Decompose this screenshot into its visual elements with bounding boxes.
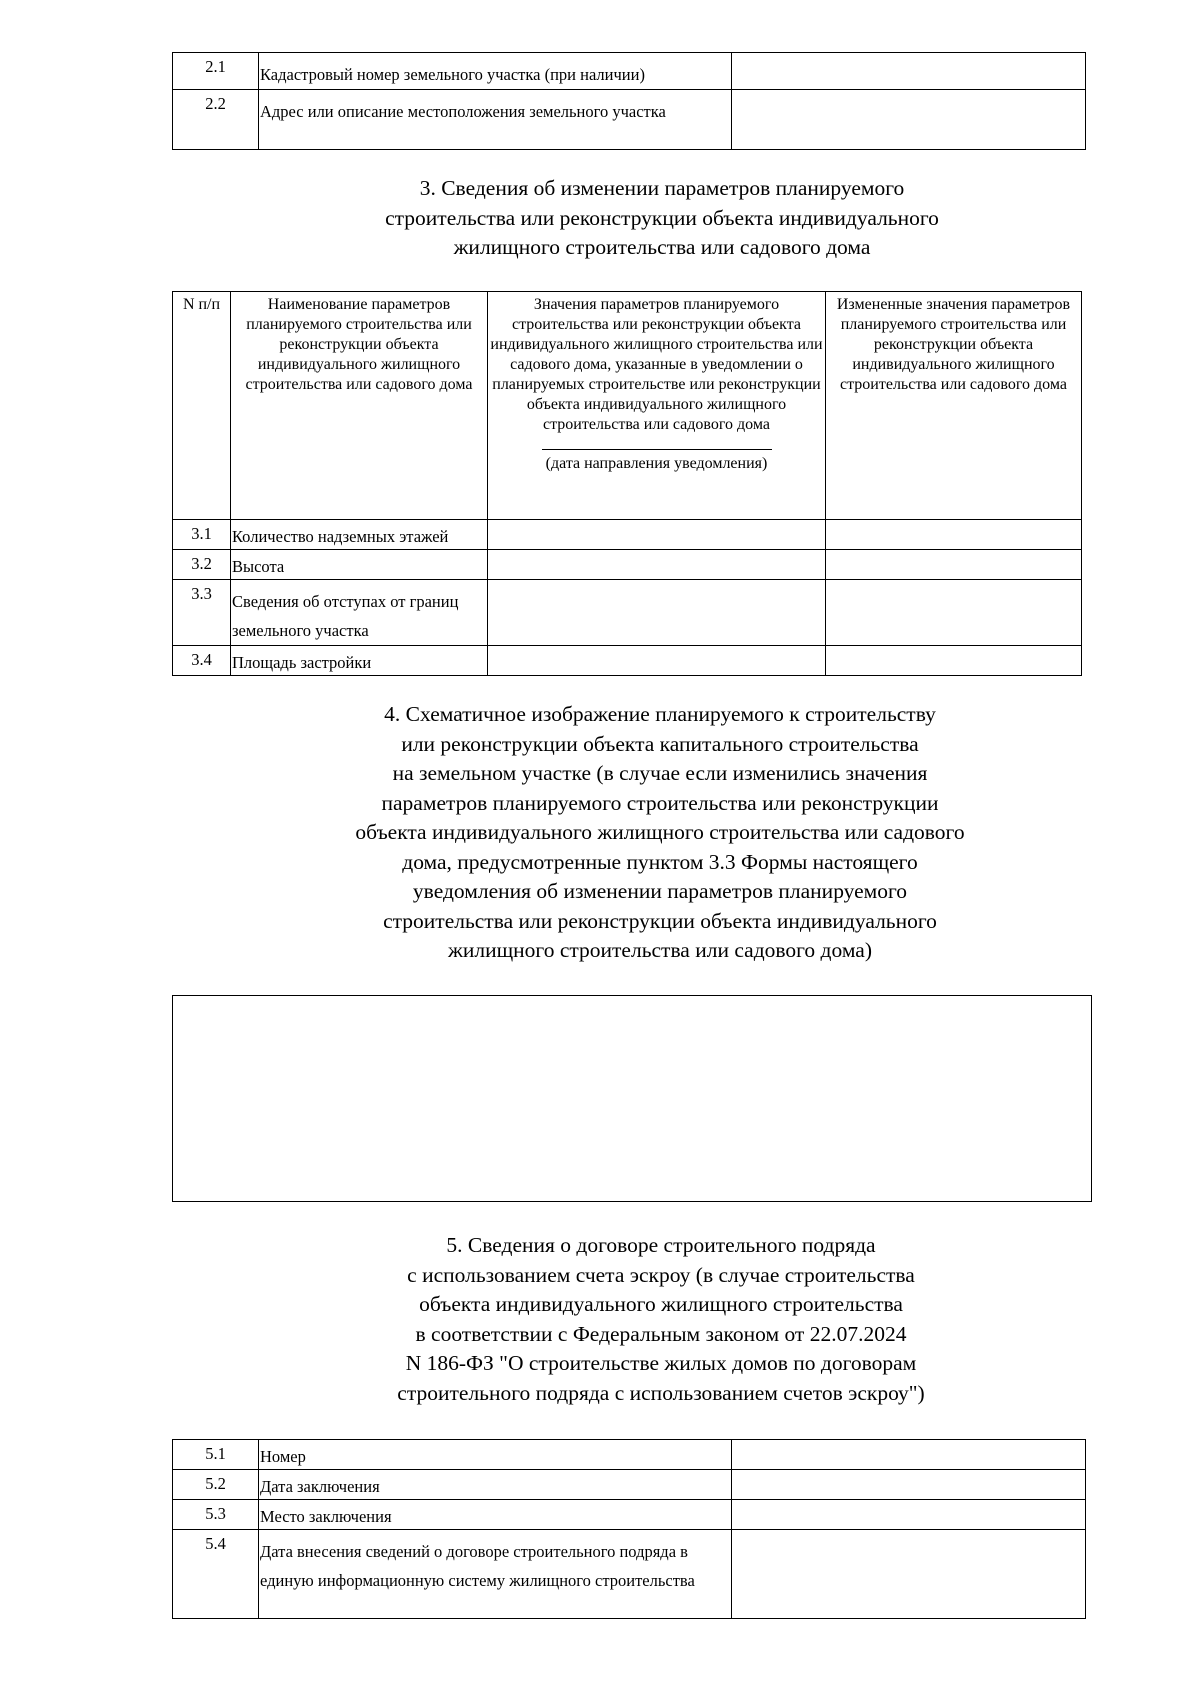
row-value[interactable]	[732, 53, 1086, 90]
row-number: 3.2	[173, 550, 231, 580]
row-changed-value[interactable]	[826, 520, 1082, 550]
schema-drawing-area[interactable]	[172, 995, 1092, 1202]
date-underline	[542, 449, 772, 450]
row-number: 3.1	[173, 520, 231, 550]
row-value[interactable]	[732, 1440, 1086, 1470]
row-value[interactable]	[488, 520, 826, 550]
row-changed-value[interactable]	[826, 580, 1082, 646]
title-line: дома, предусмотренные пунктом 3.3 Формы настоящего	[402, 849, 918, 874]
section5-title	[397, 1231, 924, 1408]
title-line: на земельном участке (в случае если изменились значения	[392, 761, 928, 785]
row-label: Дата внесения сведений о договоре строительного подряда в единую информационную систему жилищного строительства	[259, 1530, 732, 1619]
row-value[interactable]	[732, 1530, 1086, 1619]
title-line: N 186-ФЗ "О строительстве жилых домов по договорам	[405, 1351, 917, 1375]
row-label: Сведения об отступах от границ земельного участка	[231, 580, 488, 646]
row-value[interactable]	[732, 90, 1086, 150]
title-line: 5. Сведения о договоре строительного подряда	[446, 1233, 876, 1257]
col-header-changed: Измененные значения параметров планируемого строительства или реконструкции объекта индивидуального жилищного строительства или садового дома	[826, 292, 1082, 520]
title-line: жилищного строительства или садового дома)	[448, 938, 872, 962]
row-value[interactable]	[732, 1470, 1086, 1500]
date-caption: (дата направления уведомления)	[545, 455, 768, 472]
row-number: 2.1	[173, 53, 259, 90]
row-label: Количество надземных этажей	[231, 520, 488, 550]
col-header-name: Наименование параметров планируемого строительства или реконструкции объекта индивидуального жилищного строительства или садового дома	[231, 292, 488, 520]
title-line: объекта индивидуального жилищного строительства	[419, 1292, 903, 1316]
row-number: 5.1	[173, 1440, 259, 1470]
row-changed-value[interactable]	[826, 550, 1082, 580]
row-label: Адрес или описание местоположения земельного участка	[259, 90, 732, 150]
row-label: Площадь застройки	[231, 646, 488, 676]
title-line: жилищного строительства или садового дома	[453, 235, 871, 259]
row-value[interactable]	[488, 580, 826, 646]
table-row	[173, 646, 1082, 676]
table-row	[173, 1530, 1086, 1619]
row-label: Место заключения	[259, 1500, 732, 1530]
row-label: Номер	[259, 1440, 732, 1470]
table-row	[173, 550, 1082, 580]
row-number: 5.4	[173, 1530, 259, 1619]
section2-table	[172, 52, 1086, 150]
table-row	[173, 1470, 1086, 1500]
title-line: параметров планируемого строительства или реконструкции	[381, 790, 939, 815]
row-number: 5.2	[173, 1470, 259, 1500]
title-line: в соответствии с Федеральным законом от 22.07.2024	[415, 1321, 907, 1346]
row-value[interactable]	[732, 1500, 1086, 1530]
table-row	[173, 53, 1086, 90]
title-line: с использованием счета эскроу (в случае строительства	[407, 1262, 915, 1287]
section5-table	[172, 1439, 1086, 1619]
table-row	[173, 90, 1086, 150]
section3-table	[172, 291, 1082, 676]
title-line: строительства или реконструкции объекта индивидуального	[385, 205, 939, 230]
section3-title	[385, 174, 939, 263]
row-number: 2.2	[173, 90, 259, 150]
table-row	[173, 1500, 1086, 1530]
row-label: Высота	[231, 550, 488, 580]
col-header-values	[488, 292, 826, 520]
title-line: 3. Сведения об изменении параметров планируемого	[419, 176, 905, 200]
row-label: Дата заключения	[259, 1470, 732, 1500]
row-value[interactable]	[488, 550, 826, 580]
title-line: объекта индивидуального жилищного строительства или садового	[355, 820, 965, 844]
row-changed-value[interactable]	[826, 646, 1082, 676]
title-line: строительства или реконструкции объекта индивидуального	[383, 908, 937, 933]
section4-title	[355, 700, 964, 966]
table-row	[173, 580, 1082, 646]
title-line: или реконструкции объекта капитального строительства	[401, 731, 919, 756]
row-label: Кадастровый номер земельного участка (при наличии)	[259, 53, 732, 90]
title-line: строительного подряда с использованием счетов эскроу")	[397, 1380, 925, 1405]
row-number: 3.3	[173, 580, 231, 646]
title-line: уведомления об изменении параметров планируемого	[412, 879, 908, 903]
table-row	[173, 520, 1082, 550]
col-header-values-text: Значения параметров планируемого строительства или реконструкции объекта индивидуального жилищного строительства или садового дома, указанные в уведомлении о планируемых строительстве или реконструкции объекта индивидуального жилищного строительства или садового дома	[490, 296, 823, 433]
row-value[interactable]	[488, 646, 826, 676]
row-number: 3.4	[173, 646, 231, 676]
table-row	[173, 1440, 1086, 1470]
table-header-row	[173, 292, 1082, 520]
row-number: 5.3	[173, 1500, 259, 1530]
col-header-num: N п/п	[173, 292, 231, 520]
title-line: 4. Схематичное изображение планируемого к строительству	[384, 702, 936, 726]
